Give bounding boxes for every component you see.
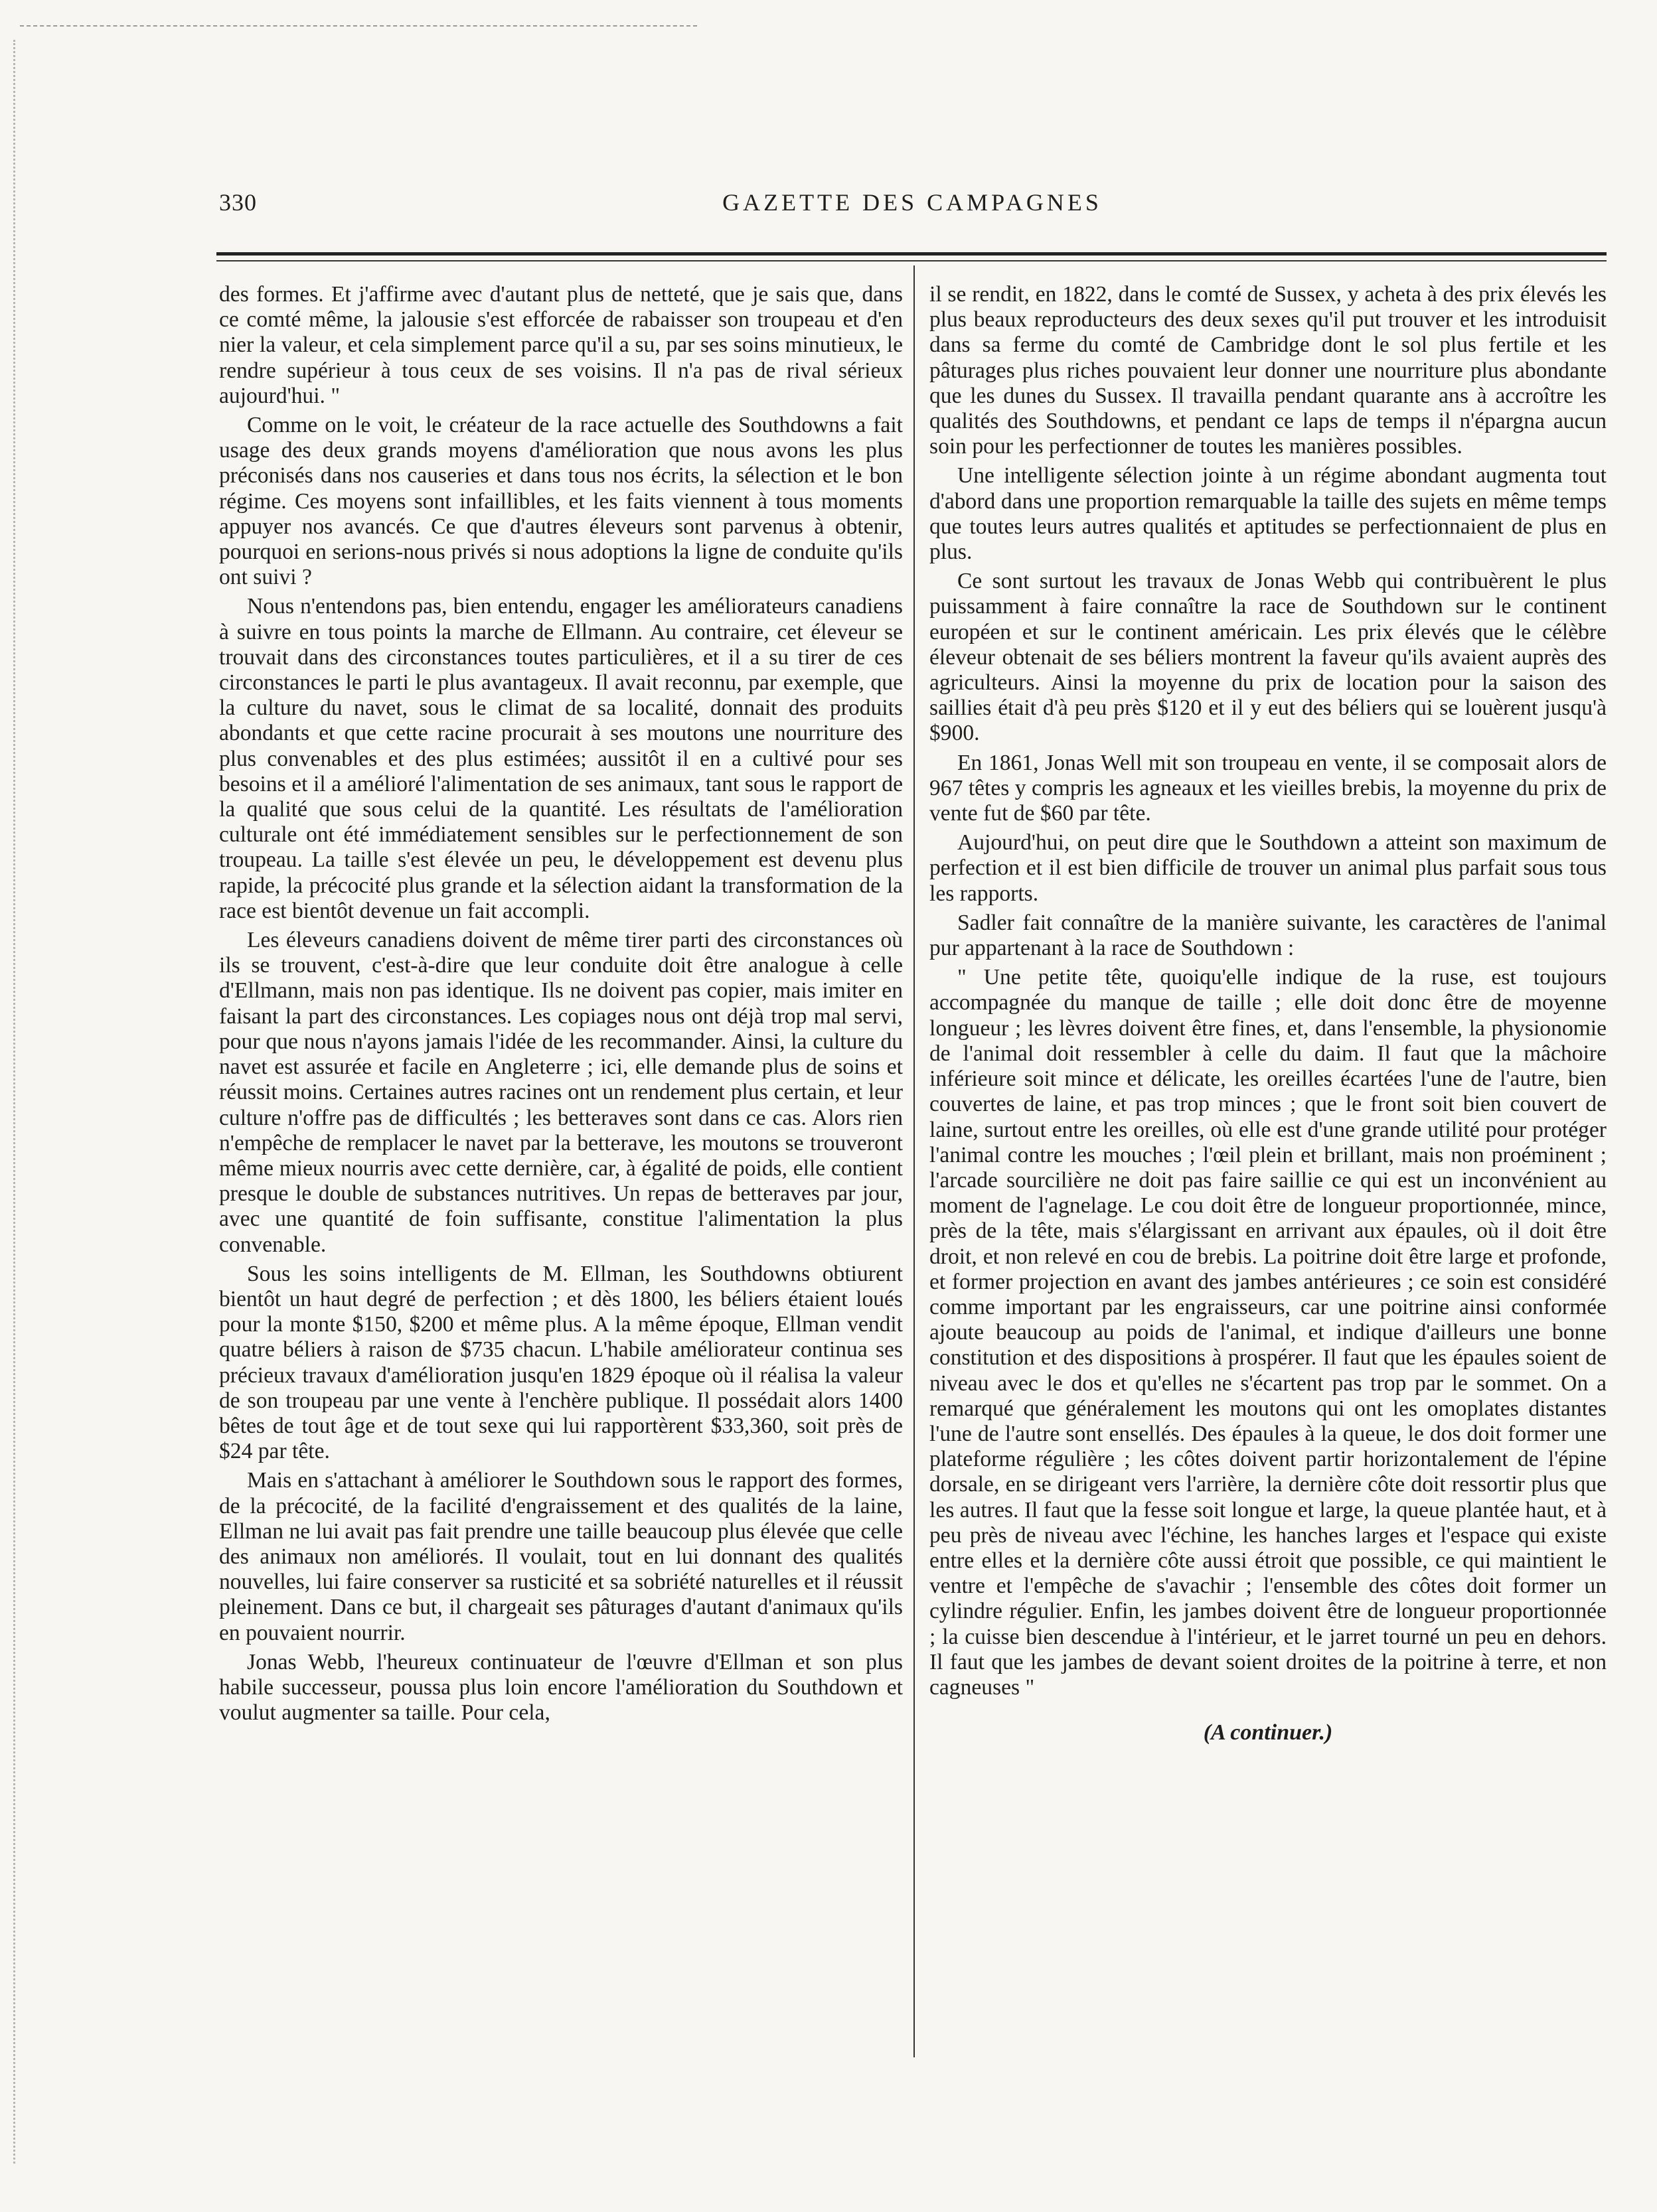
paragraph: Jonas Webb, l'heureux continuateur de l'œuvre d'Ellman et son plus habile successeur, poussa plus loin encore l'amélioration du Southdown et voulut augmenter sa taille. Pour cela, (219, 1649, 903, 1726)
paragraph: Une intelligente sélection jointe à un régime abondant augmenta tout d'abord dans une proportion remarquable la taille des sujets en même temps que toutes leurs autres qualités et aptitudes se perfectionnaient de plus en plus. (929, 463, 1607, 565)
binding-edge-mark (13, 40, 15, 2164)
paragraph: En 1861, Jonas Well mit son troupeau en vente, il se composait alors de 967 têtes y compris les agneaux et les vieilles brebis, la moyenne du prix de vente fut de $60 par tête. (929, 750, 1607, 826)
header-rule-thick (216, 252, 1607, 256)
paragraph: des formes. Et j'affirme avec d'autant plus de netteté, que je sais que, dans ce comté même, la jalousie s'est efforcée de rabaisser son troupeau et d'en nier la valeur, et cela simplement parce qu'il a su, par ses soins minutieux, le rendre supérieur à tous ceux de ses voisins. Il n'a pas de rival sérieux aujourd'hui. " (219, 282, 903, 408)
paragraph: Nous n'entendons pas, bien entendu, engager les améliorateurs canadiens à suivre en tous points la marche de Ellmann. Au contraire, cet éleveur se trouvait dans des circonstances toutes particulières, et il a su tirer de ces circonstances le parti le plus avantageux. Il avait reconnu, par exemple, que la culture du navet, sous le climat de sa localité, donnait des produits abondants et que cette racine procurait à ses moutons une nourriture des plus convenables et des plus estimées; aussitôt il en a cultivé pour ses besoins et il a amélioré l'alimentation de ses animaux, tant sous le rapport de la qualité que sous celui de la quantité. Les résultats de l'amélioration culturale ont été immédiatement sensibles sur le perfectionnement de son troupeau. La taille s'est élevée un peu, le développement est devenu plus rapide, la précocité plus grande et la sélection aidant la transformation de la race est bientôt devenue un fait accompli. (219, 594, 903, 923)
column-divider (913, 265, 915, 2057)
paragraph: Aujourd'hui, on peut dire que le Southdown a atteint son maximum de perfection et il est bien difficile de trouver un animal plus parfait sous tous les rapports. (929, 830, 1607, 906)
paragraph: Les éleveurs canadiens doivent de même tirer parti des circonstances où ils se trouvent, c'est-à-dire que leur conduite doit être analogue à celle d'Ellmann, mais non pas identique. Ils ne doivent pas copier, mais imiter en faisant la part des circonstances. Les copiages nous ont déjà trop mal servi, pour que nous n'ayons jamais l'idée de les recommander. Ainsi, la culture du navet est assurée et facile en Angleterre ; ici, elle demande plus de soins et réussit moins. Certaines autres racines ont un rendement plus certain, et leur culture n'offre pas de difficultés ; les betteraves sont dans ce cas. Alors rien n'empêche de remplacer le navet par la betterave, les moutons se trouveront même mieux nourris avec cette dernière, car, à égalité de poids, elle contient presque le double de substances nutritives. Un repas de betteraves par jour, avec une quantité de foin suffisante, constitue l'alimentation la plus convenable. (219, 928, 903, 1257)
continuation-note: (A continuer.) (1203, 1720, 1333, 1745)
page-number: 330 (219, 189, 257, 216)
paragraph: Sadler fait connaître de la manière suivante, les caractères de l'animal pur appartenant à la race de Southdown : (929, 910, 1607, 961)
left-column (219, 282, 903, 1730)
scan-edge-mark (20, 25, 697, 27)
page-header (219, 184, 1605, 224)
paragraph: Sous les soins intelligents de M. Ellman, les Southdowns obtiurent bientôt un haut degré de perfection ; et dès 1800, les béliers étaient loués pour la monte $150, $200 et même plus. A la même époque, Ellman vendit quatre béliers à raison de $735 chacun. L'habile améliorateur continua ses précieux travaux d'amélioration jusqu'en 1829 époque où il réalisa la valeur de son troupeau par une vente à l'enchère publique. Il possédait alors 1400 bêtes de tout âge et de tout sexe qui lui rapportèrent $33,360, soit près de $24 par tête. (219, 1261, 903, 1464)
paragraph: Ce sont surtout les travaux de Jonas Webb qui contribuèrent le plus puissamment à faire connaître la race de Southdown sur le continent européen et sur le continent américain. Les prix élevés que le célèbre éleveur obtenait de ses béliers montrent la faveur qu'ils avaient auprès des agriculteurs. Ainsi la moyenne du prix de location pour la saison des saillies était d'à peu près $120 et il y eut des béliers qui se louèrent jusqu'à $900. (929, 569, 1607, 746)
running-title: GAZETTE DES CAMPAGNES (722, 189, 1102, 216)
quoted-description: " Une petite tête, quoiqu'elle indique de la ruse, est toujours accompagnée du manque de taille ; elle doit donc être de moyenne longueur ; les lèvres doivent être fines, et, dans l'ensemble, la physionomie de l'animal doit ressembler à celle du daim. Il faut que la mâchoire inférieure soit mince et délicate, les oreilles écartées l'une de l'autre, bien couvertes de laine, et pas trop minces ; que le front soit bien couvert de laine, surtout entre les oreilles, où elle est d'une grande utilité pour protéger l'animal contre les mouches ; l'œil plein et brillant, mais non proéminent ; l'arcade sourcilière ne doit pas faire saillie ce qui est un inconvénient au moment de l'agnelage. Le cou doit être de longueur proportionnée, mince, près de la tête, mais s'élargissant en arrivant aux épaules, où il doit être droit, et non relevé en cou de brebis. La poitrine doit être large et profonde, et former projection en avant des jambes antérieures ; ce soin est considéré comme important par les engraisseurs, car une poitrine ainsi conformée ajoute beaucoup au poids de l'animal, et indique d'ailleurs une bonne constitution et des dispositions à prospérer. Il faut que les épaules soient de niveau avec le dos et qu'elles ne s'écartent pas trop par le sommet. On a remarqué que généralement les moutons qui ont les omoplates distantes l'une de l'autre sont ensellés. Des épaules à la queue, le dos doit former une plateforme régulière ; les côtes doivent partir horizontalement de l'épine dorsale, en se dirigeant vers l'arrière, la dernière côte doit ressortir plus que les autres. Il faut que la fesse soit longue et large, la queue plantée haut, et à peu près de niveau avec l'échine, les hanches larges et l'espace qui existe entre elles et la dernière côte aussi étroit que possible, ce qui maintient le ventre et l'empêche de s'avachir ; l'ensemble des côtes doit former un cylindre régulier. Enfin, les jambes doivent être de longueur proportionnée ; la cuisse bien descendue à l'intérieur, et le jarret tourné un peu en dehors. Il faut que les jambes de devant soient droites de la poitrine à terre, et non cagneuses " (929, 965, 1607, 1700)
paragraph: Mais en s'attachant à améliorer le Southdown sous le rapport des formes, de la précocité, de la facilité d'engraissement et des qualités de la laine, Ellman ne lui avait pas fait prendre une taille beaucoup plus élevée que celle des animaux non améliorés. Il voulait, tout en lui donnant des qualités nouvelles, lui faire conserver sa rusticité et sa sobriété naturelles et il réussit pleinement. Dans ce but, il chargeait ses pâturages d'autant d'animaux qu'ils en pouvaient nourrir. (219, 1468, 903, 1645)
right-column (929, 282, 1607, 1745)
paragraph: Comme on le voit, le créateur de la race actuelle des Southdowns a fait usage des deux grands moyens d'amélioration que nous avons les plus préconisés dans nos causeries et dans tous nos écrits, la sélection et le bon régime. Ces moyens sont infaillibles, et les faits viennent à tous moments appuyer nos avancés. Ce que d'autres éleveurs sont parvenus à obtenir, pourquoi en serions-nous privés si nous adoptions la ligne de conduite qu'ils ont suivi ? (219, 413, 903, 590)
paragraph: il se rendit, en 1822, dans le comté de Sussex, y acheta à des prix élevés les plus beaux reproducteurs des deux sexes qu'il put trouver et les introduisit dans sa ferme du comté de Cambridge dont le sol plus fertile et les pâturages plus riches pouvaient leur donner une nourriture plus abondante que les dunes du Sussex. Il travailla pendant quarante ans à accroître les qualités des Southdowns, et pendant ce laps de temps il n'épargna aucun soin pour les perfectionner de toutes les manières possibles. (929, 282, 1607, 459)
header-rule-thin (216, 260, 1607, 261)
